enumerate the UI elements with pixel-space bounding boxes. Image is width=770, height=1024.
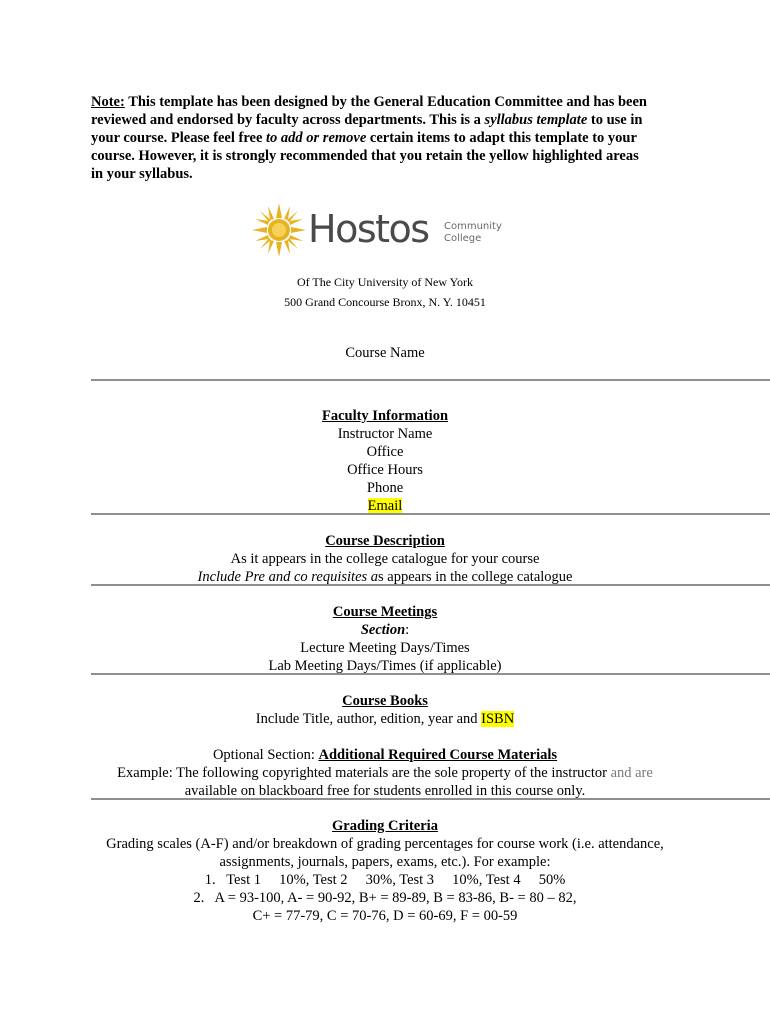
logo-subtitle bbox=[444, 221, 502, 245]
template-note bbox=[91, 93, 651, 183]
logo-wordmark: Hostos bbox=[308, 207, 429, 251]
books-section bbox=[0, 692, 770, 728]
instructor-name: Instructor Name bbox=[337, 426, 433, 442]
note-label: Note: bbox=[91, 94, 125, 110]
materials-section bbox=[0, 746, 770, 800]
logo-line-2: College bbox=[444, 233, 482, 244]
course-name: Course Name bbox=[345, 345, 425, 361]
address-line-2: 500 Grand Concourse Bronx, N. Y. 10451 bbox=[284, 295, 486, 309]
divider bbox=[91, 584, 770, 586]
books-heading: Course Books bbox=[342, 693, 428, 709]
grading-section bbox=[0, 817, 770, 925]
description-line-1: As it appears in the college catalogue for your course bbox=[230, 551, 540, 567]
faculty-section bbox=[0, 407, 770, 515]
note-text-1: This template has been designed by the General Education Committee and has been reviewed and endorsed by faculty across departments. This is a bbox=[91, 94, 647, 128]
address-line-1: Of The City University of New York bbox=[296, 275, 474, 289]
section-label: Section bbox=[360, 622, 406, 638]
description-line-2: s appears in the college catalogue bbox=[378, 569, 573, 585]
description-italic: Include Pre and co requisites a bbox=[197, 569, 379, 585]
divider bbox=[91, 513, 770, 515]
note-text-2: to use in your course. Please feel free bbox=[91, 112, 643, 146]
lab-times: Lab Meeting Days/Times (if applicable) bbox=[268, 658, 502, 674]
meetings-section bbox=[0, 603, 770, 675]
divider bbox=[91, 379, 770, 381]
office-hours: Office Hours bbox=[347, 462, 423, 478]
sun-icon bbox=[252, 203, 306, 257]
logo-line-1: Community bbox=[444, 221, 502, 232]
grading-item-1: 1. Test 1 10%, Test 2 30%, Test 3 10%, Test 4 50% bbox=[204, 872, 566, 888]
faculty-heading: Faculty Information bbox=[321, 408, 449, 424]
note-italic-2: to add or remove bbox=[266, 130, 367, 146]
books-text: Include Title, author, edition, year and bbox=[255, 711, 482, 727]
materials-heading: Additional Required Course Materials bbox=[318, 747, 558, 763]
isbn-highlight: ISBN bbox=[481, 711, 515, 727]
divider bbox=[91, 673, 770, 675]
materials-line-1-grey: and are bbox=[610, 765, 653, 781]
meetings-heading: Course Meetings bbox=[332, 604, 438, 620]
hostos-logo bbox=[252, 203, 512, 259]
email-highlight: Email bbox=[367, 498, 403, 514]
office: Office bbox=[366, 444, 404, 460]
description-heading: Course Description bbox=[325, 533, 445, 549]
description-section bbox=[0, 532, 770, 586]
materials-line-2: available on blackboard free for students enrolled in this course only. bbox=[184, 783, 586, 799]
note-italic-1: syllabus template bbox=[484, 112, 588, 128]
materials-line-1: Example: The following copyrighted materials are the sole property of the instructor bbox=[117, 765, 611, 781]
materials-prefix: Optional Section: bbox=[212, 747, 319, 763]
divider bbox=[91, 798, 770, 800]
grading-line-1: Grading scales (A-F) and/or breakdown of grading percentages for course work (i.e. attendance, bbox=[106, 836, 664, 852]
grading-heading: Grading Criteria bbox=[332, 818, 438, 834]
note-text-3: certain items to adapt this template to your course. However, it is strongly recommended that you retain the yellow highlighted areas in your syllabus. bbox=[91, 130, 639, 182]
grading-item-2: 2. A = 93-100, A- = 90-92, B+ = 89-89, B = 83-86, B- = 80 – 82, bbox=[193, 890, 577, 906]
lecture-times: Lecture Meeting Days/Times bbox=[300, 640, 470, 656]
grading-item-2b: C+ = 77-79, C = 70-76, D = 60-69, F = 00-59 bbox=[252, 908, 518, 924]
section-colon: : bbox=[405, 622, 410, 638]
phone: Phone bbox=[366, 480, 404, 496]
grading-line-2: assignments, journals, papers, exams, etc.). For example: bbox=[219, 854, 551, 870]
